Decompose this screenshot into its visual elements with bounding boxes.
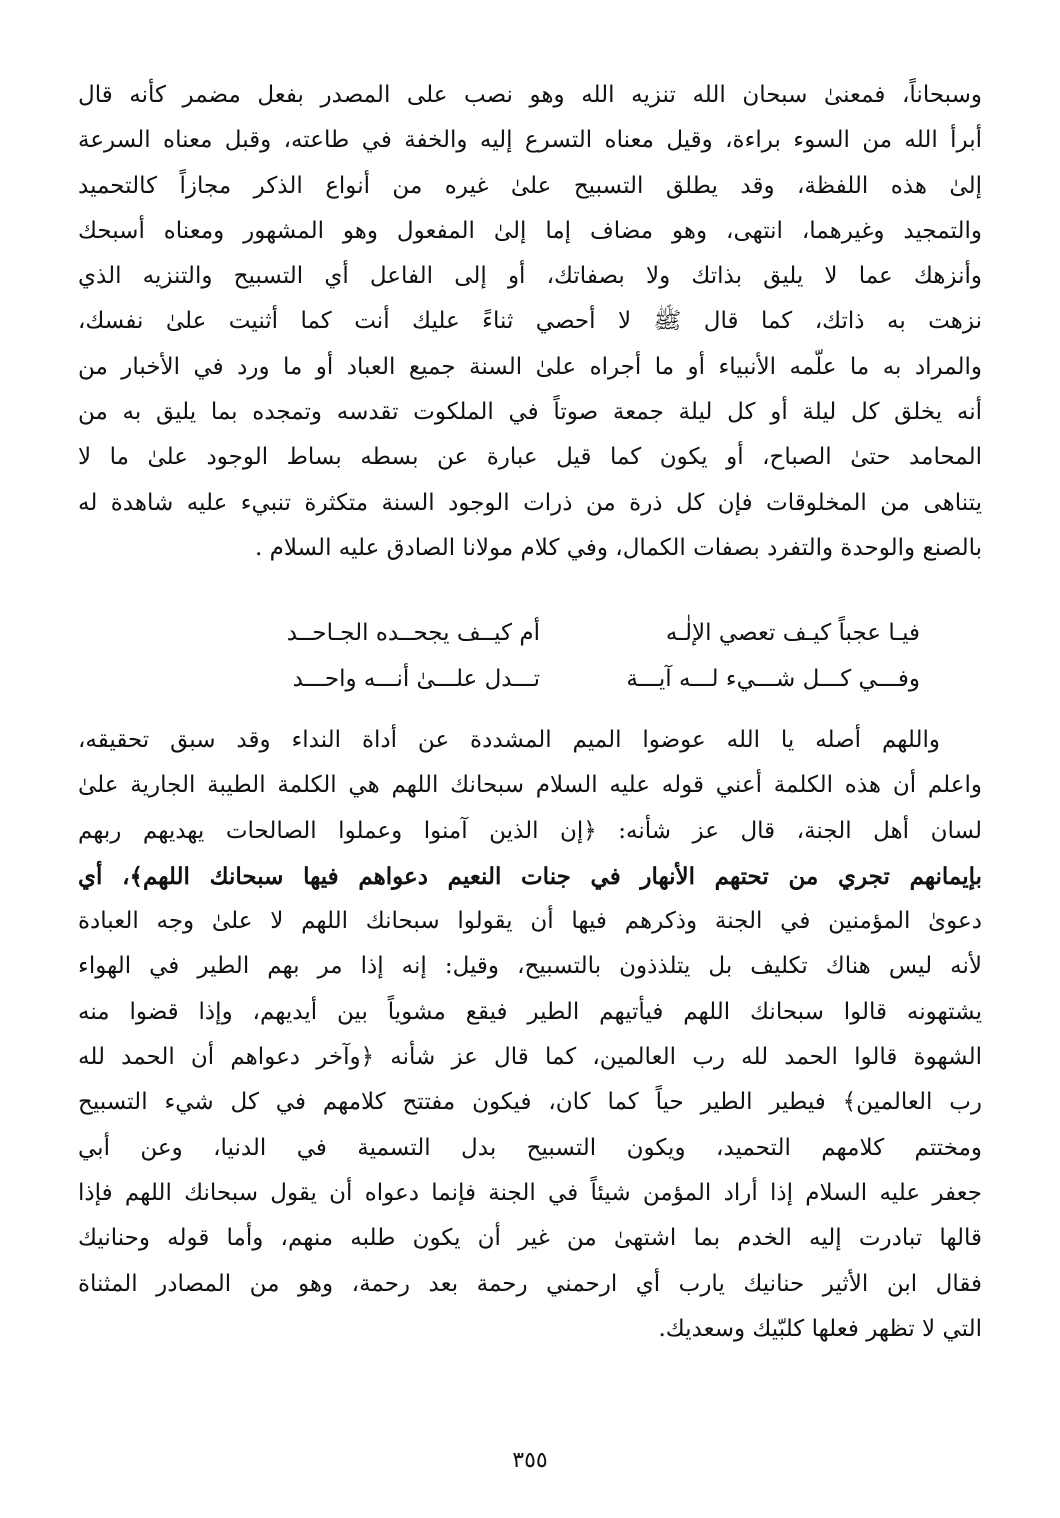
text-line: رب العالمين﴾ فيطير الطير حياً كما كان، فيكون مفتتح كلامهم في كل شيء التسبيح (78, 1089, 982, 1116)
poem-verse (180, 656, 920, 702)
text-line: أنه يخلق كل ليلة أو كل ليلة جمعة صوتاً في الملكوت تقدسه وتمجده بما يليق به من (78, 399, 982, 426)
text-line: والمراد به ما علّمه الأنبياء أو ما أجراه علىٰ السنة جميع العباد أو ما ورد في الأخبار من (78, 353, 982, 380)
text-line: المحامد حتىٰ الصباح، أو يكون كما قيل عبارة عن بسطه بساط الوجود علىٰ ما لا (78, 444, 982, 471)
text-line: يتناهى من المخلوقات فإن كل ذرة من ذرات الوجود السنة متكثرة تنبيء عليه شاهدة له (78, 489, 982, 516)
text-line: واعلم أن هذه الكلمة أعني قوله عليه السلام سبحانك اللهم هي الكلمة الطيبة الجارية علىٰ (78, 772, 982, 799)
text-line: والتمجيد وغيرهما، انتهى، وهو مضاف إما إلىٰ المفعول وهو المشهور ومعناه أسبحك (78, 217, 982, 244)
text-line: التي لا تظهر فعلها كلبّيك وسعديك. (658, 1315, 982, 1342)
text-line: قالها تبادرت إليه الخدم بما اشتهىٰ من غير أن يكون طلبه منهم، وأما قوله وحنانيك (78, 1225, 982, 1252)
text-line: وسبحاناً، فمعنىٰ سبحان الله تنزيه الله وهو نصب على المصدر بفعل مضمر كأنه قال (78, 82, 982, 108)
text-line: بالصنع والوحدة والتفرد بصفات الكمال، وفي كلام مولانا الصادق عليه السلام . (254, 534, 982, 561)
text-line: وأنزهك عما لا يليق بذاتك ولا بصفاتك، أو إلى الفاعل أي التسبيح والتنزيه الذي (78, 263, 982, 290)
text-line: يشتهونه قالوا سبحانك اللهم فيأتيهم الطير فيقع مشوياً بين أيديهم، وإذا قضوا منه (78, 998, 982, 1025)
poem-first-hemistich: فيـا عجباً كيـف تعصي الإلٰـه (665, 620, 920, 646)
poem-verse (180, 610, 920, 656)
paragraph-tasbih-meaning (78, 73, 982, 571)
poem-second-hemistich: تـــدل علـــىٰ أنـــه واحـــد (292, 666, 540, 692)
text-line: أبرأ الله من السوء براءة، وقيل معناه التسرع إليه والخفة في طاعته، وقبل معناه السرعة (78, 127, 982, 154)
text-line: لأنه ليس هناك تكليف بل يتلذذون بالتسبيح، وقيل: إنه إذا مر بهم الطير في الهواء (78, 953, 982, 980)
text-line: الشهوة قالوا الحمد لله رب العالمين، كما قال عز شأنه ﴿وآخر دعواهم أن الحمد لله (78, 1044, 982, 1071)
text-line: فقال ابن الأثير حنانيك يارب أي ارحمني رحمة بعد رحمة، وهو من المصادر المثناة (78, 1270, 982, 1297)
text-line: إلىٰ هذه اللفظة، وقد يطلق التسبيح علىٰ غيره من أنواع الذكر مجازاً كالتحميد (78, 172, 982, 199)
text-line: ومختتم كلامهم التحميد، ويكون التسبيح بدل التسمية في الدنيا، وعن أبي (78, 1134, 982, 1161)
page-number: ٣٥٥ (512, 1448, 548, 1473)
poem-first-hemistich: وفـــي كـــل شـــيء لـــه آيـــة (626, 666, 920, 692)
text-line: دعوىٰ المؤمنين في الجنة وذكرهم فيها أن يقولوا سبحانك اللهم لا علىٰ وجه العبادة (78, 908, 982, 935)
text-line: واللهم أصله يا الله عوضوا الميم المشددة عن أداة النداء وقد سبق تحقيقه، (78, 727, 940, 753)
paragraph-allahumma (78, 718, 982, 1352)
quran-verse-line: بإيمانهم تجري من تحتهم الأنهار في جنات النعيم دعواهم فيها سبحانك اللهم﴾، أي (78, 862, 982, 890)
text-line: نزهت به ذاتك، كما قال ﷺ لا أحصي ثناءً عليك أنت كما أثنيت علىٰ نفسك، (78, 308, 982, 335)
text-line: جعفر عليه السلام إذا أراد المؤمن شيئاً في الجنة فإنما دعواه أن يقول سبحانك اللهم فإذا (78, 1179, 982, 1206)
poem-second-hemistich: أم كيــف يجحــده الجـاحــد (286, 620, 540, 646)
text-line: لسان أهل الجنة، قال عز شأنه: ﴿إن الذين آمنوا وعملوا الصالحات يهديهم ربهم (78, 817, 982, 844)
poem-verses (180, 610, 920, 702)
